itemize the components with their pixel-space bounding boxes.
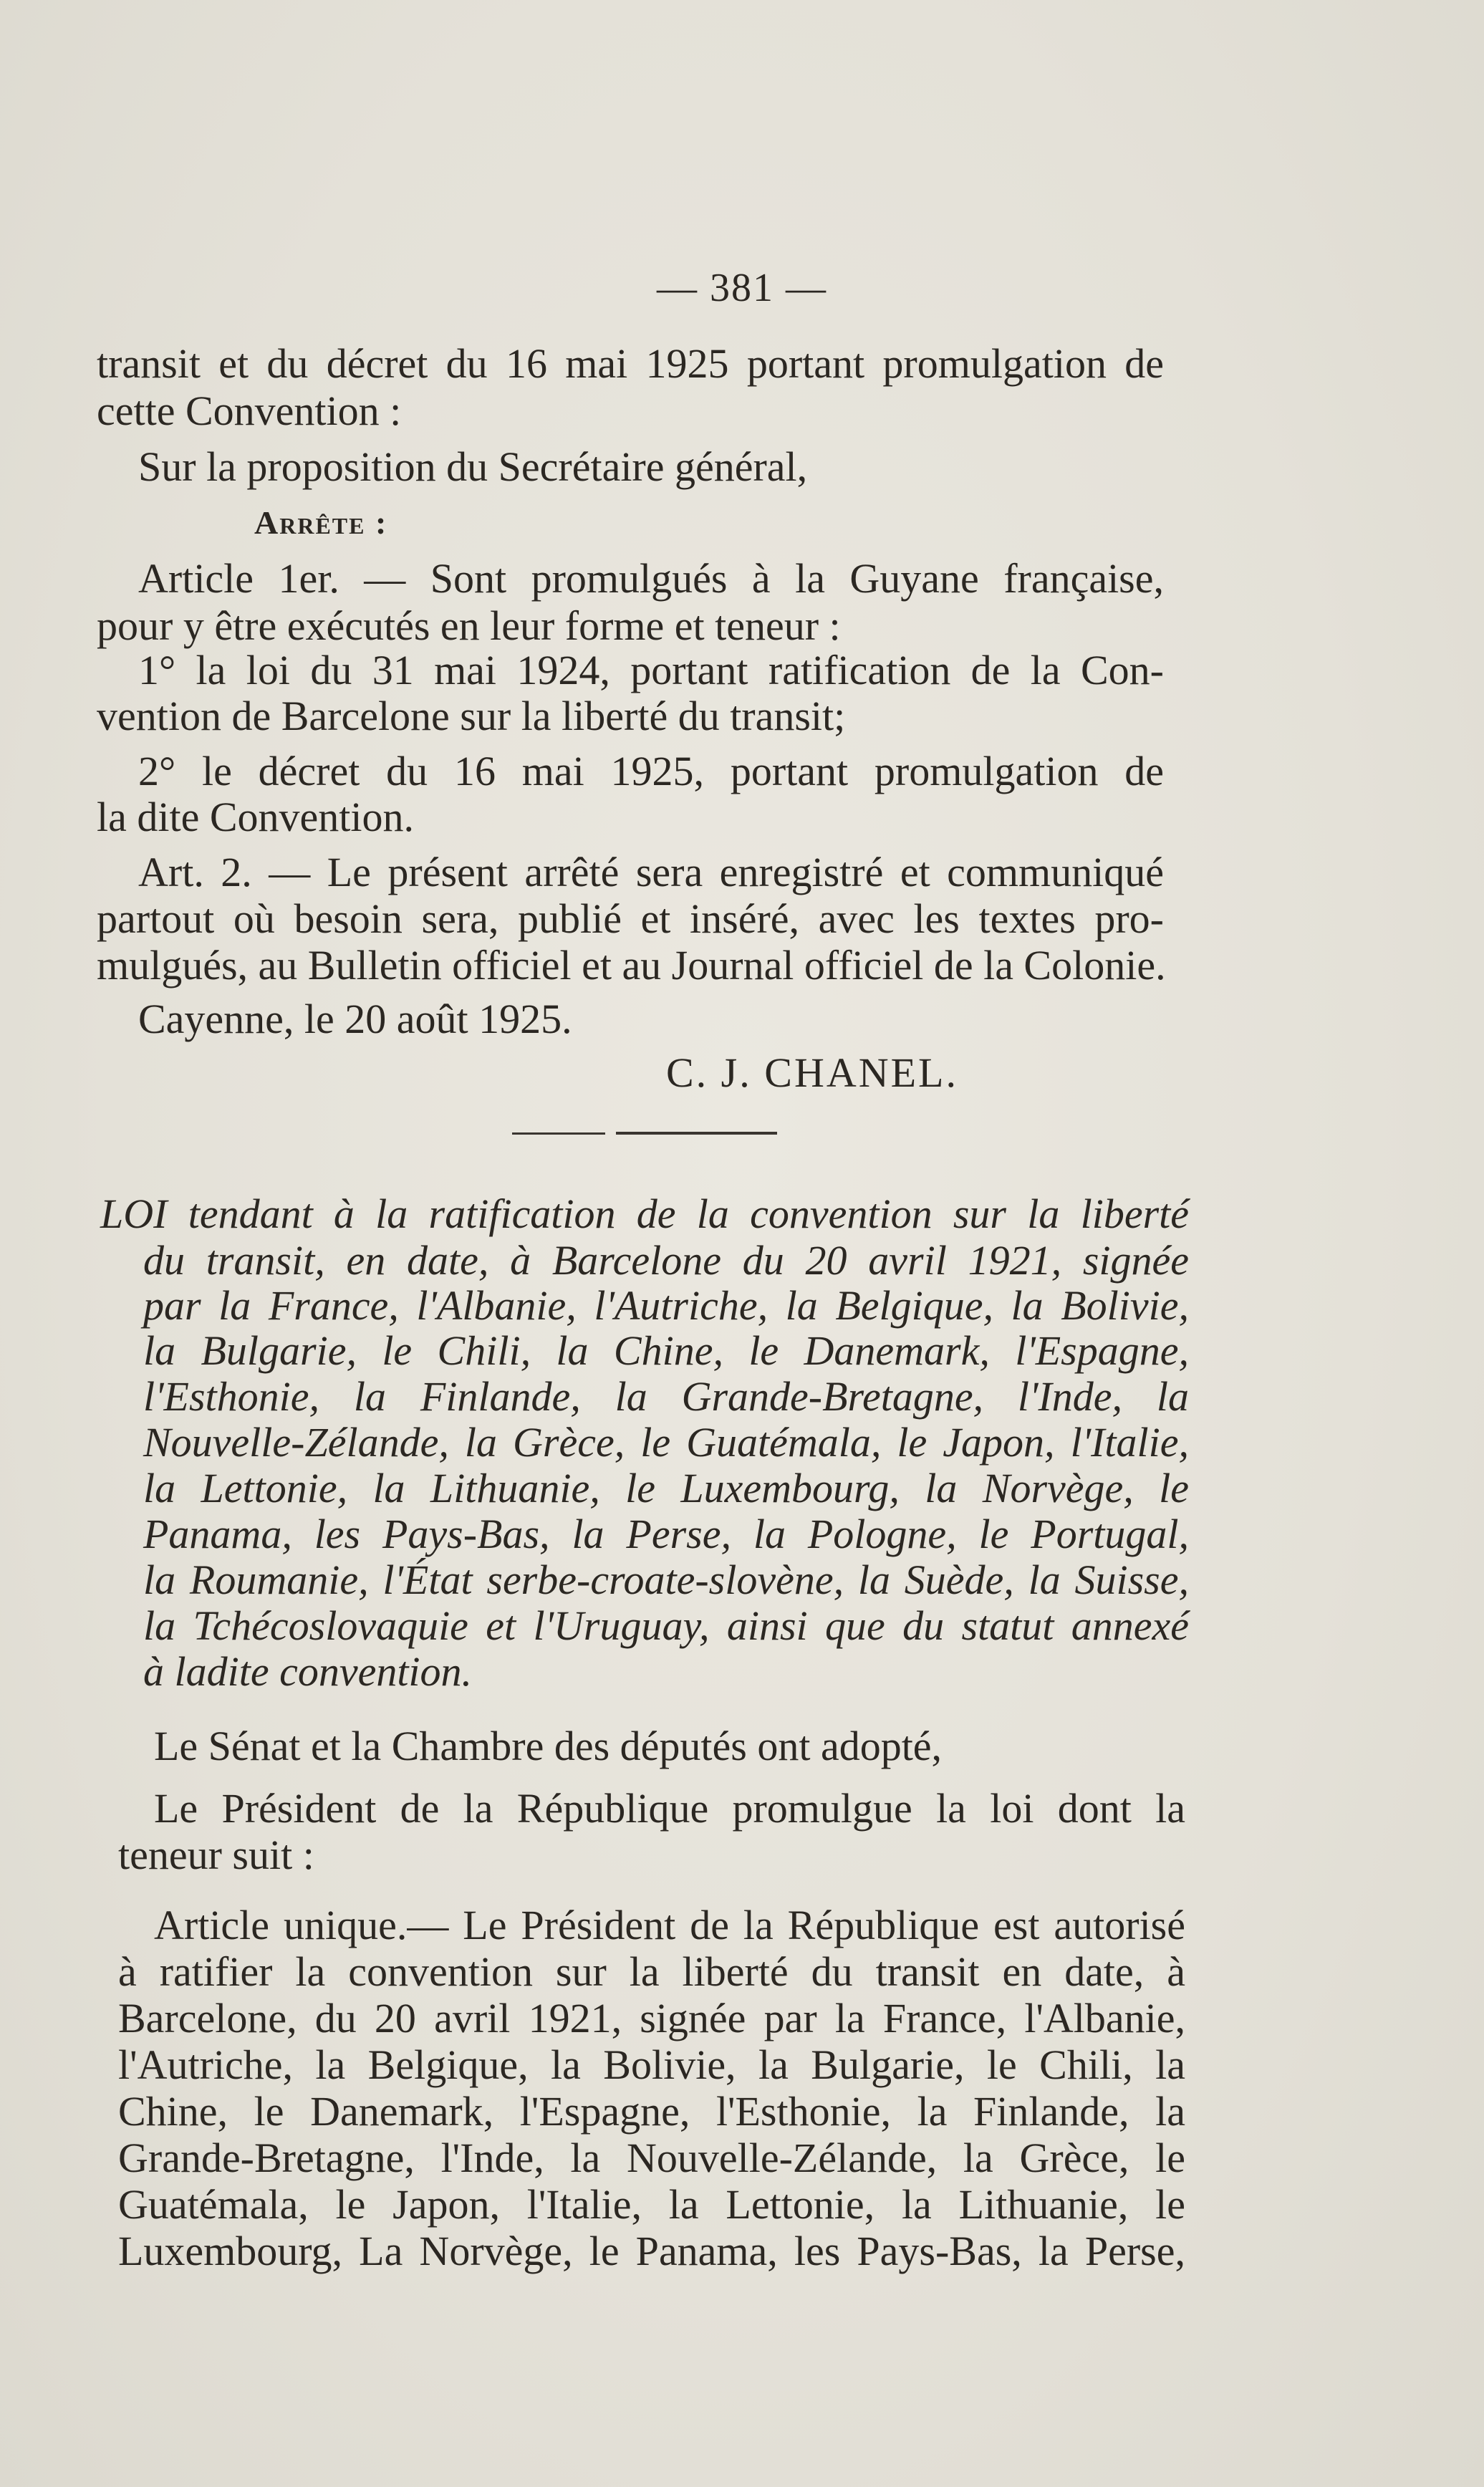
law-title-line: la Bulgarie, le Chili, la Chine, le Danemark, l'Espagne,	[143, 1327, 1189, 1374]
decree-line: mulgués, au Bulletin officiel et au Journal officiel de la Colonie.	[97, 942, 1166, 988]
decree-line: la dite Convention.	[97, 794, 414, 840]
decree-date: Cayenne, le 20 août 1925.	[138, 996, 572, 1042]
law-title-line: par la France, l'Albanie, l'Autriche, la Belgique, la Bolivie,	[143, 1282, 1189, 1329]
decree-line: Sur la proposition du Secrétaire général,	[138, 443, 808, 490]
decree-line: Art. 2. — Le présent arrêté sera enregistré et communiqué	[138, 849, 1164, 895]
law-body-line: Le Président de la République promulgue la loi dont la	[154, 1785, 1185, 1832]
law-body-line: à ratifier la convention sur la liberté du transit en date, à	[118, 1948, 1185, 1995]
law-body-line: Grande-Bretagne, l'Inde, la Nouvelle-Zélande, la Grèce, le	[118, 2135, 1185, 2181]
law-title-line: LOI tendant à la ratification de la convention sur la liberté	[100, 1190, 1189, 1237]
decree-line: pour y être exécutés en leur forme et teneur :	[97, 602, 841, 649]
decree-line: cette Convention :	[97, 388, 402, 434]
arrete-heading: Arrête :	[254, 504, 388, 541]
law-title-line: l'Esthonie, la Finlande, la Grande-Bretagne, l'Inde, la	[143, 1373, 1189, 1420]
decree-line: Article 1er. — Sont promulgués à la Guyane française,	[138, 555, 1164, 602]
decree-line: 2° le décret du 16 mai 1925, portant promulgation de	[138, 748, 1164, 794]
law-title-line: la Roumanie, l'État serbe-croate-slovène, la Suède, la Suisse,	[143, 1557, 1189, 1603]
law-body-line: teneur suit :	[118, 1832, 314, 1878]
law-title-line: la Lettonie, la Lithuanie, le Luxembourg, la Norvège, le	[143, 1465, 1189, 1511]
decree-line: 1° la loi du 31 mai 1924, portant ratification de la Con-	[138, 647, 1164, 693]
law-body-line: Guatémala, le Japon, l'Italie, la Lettonie, la Lithuanie, le	[118, 2181, 1185, 2228]
section-divider	[512, 1132, 605, 1135]
decree-signature: C. J. CHANEL.	[666, 1049, 958, 1096]
law-title-line: Nouvelle-Zélande, la Grèce, le Guatémala, le Japon, l'Italie,	[143, 1419, 1189, 1466]
decree-line: vention de Barcelone sur la liberté du transit;	[97, 693, 846, 739]
law-title-line: la Tchécoslovaquie et l'Uruguay, ainsi que du statut annexé	[143, 1602, 1189, 1649]
law-body-line: Le Sénat et la Chambre des députés ont adopté,	[154, 1723, 943, 1769]
decree-line: partout où besoin sera, publié et inséré, avec les textes pro-	[97, 895, 1164, 942]
decree-line: transit et du décret du 16 mai 1925 portant promulgation de	[97, 340, 1164, 387]
law-title-line: du transit, en date, à Barcelone du 20 avril 1921, signée	[143, 1237, 1189, 1284]
law-body-line: l'Autriche, la Belgique, la Bolivie, la Bulgarie, le Chili, la	[118, 2041, 1185, 2088]
law-title-line: Panama, les Pays-Bas, la Perse, la Pologne, le Portugal,	[143, 1511, 1189, 1557]
law-title-line: à ladite convention.	[143, 1648, 473, 1695]
section-divider	[616, 1132, 777, 1135]
law-body-line: Article unique.— Le Président de la République est autorisé	[154, 1902, 1185, 1948]
law-body-line: Chine, le Danemark, l'Espagne, l'Esthonie, la Finlande, la	[118, 2088, 1185, 2135]
law-body-line: Luxembourg, La Norvège, le Panama, les Pays-Bas, la Perse,	[118, 2228, 1185, 2274]
law-body-line: Barcelone, du 20 avril 1921, signée par la France, l'Albanie,	[118, 1995, 1185, 2041]
page-number: — 381 —	[657, 266, 827, 310]
